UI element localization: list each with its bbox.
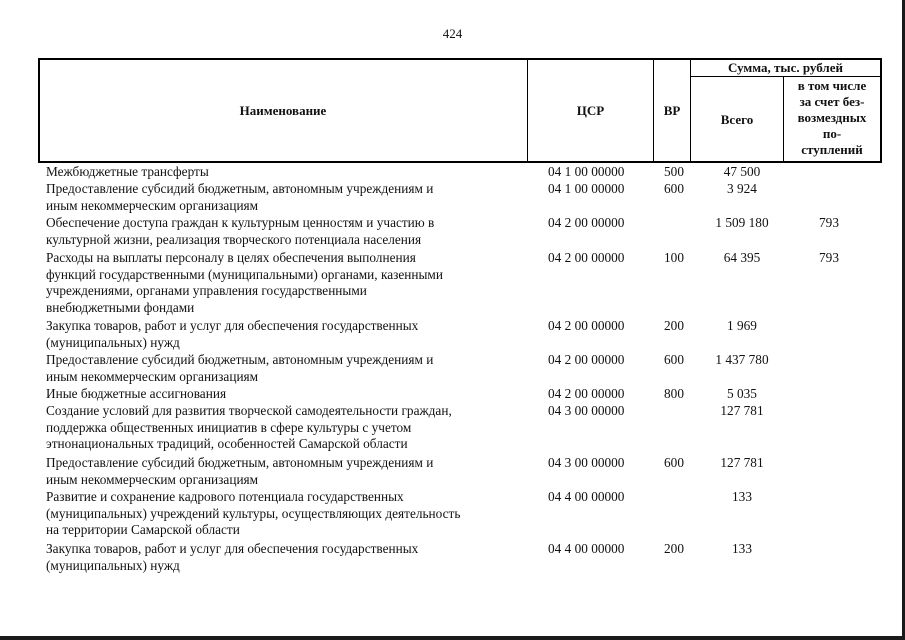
row-name-line: иным некоммерческим организациям <box>46 368 259 384</box>
row-name-line: Развитие и сохранение кадрового потенциала государственных <box>46 489 404 504</box>
row-total: 3 924 <box>727 181 757 196</box>
header-divider-sum-sub <box>690 76 881 77</box>
row-csr: 04 2 00 00000 <box>548 250 625 265</box>
row-name-line: (муниципальных) учреждений культуры, осуществляющих деятельность <box>46 505 461 521</box>
row-csr: 04 1 00 00000 <box>548 164 625 179</box>
row-vr: 600 <box>664 455 684 470</box>
row-name <box>46 489 526 539</box>
row-name-line: Иные бюджетные ассигнования <box>46 386 227 401</box>
row-name-line: Расходы на выплаты персоналу в целях обеспечения выполнения <box>46 250 416 265</box>
row-name-line: поддержка общественных инициатив в сфере культуры с учетом <box>46 419 412 435</box>
header-grant-line: возмездных <box>797 110 867 125</box>
header-border-bottom <box>38 161 881 163</box>
row-name-line: Предоставление субсидий бюджетным, автономным учреждениям и <box>46 455 434 470</box>
row-name-line: на территории Самарской области <box>46 522 240 537</box>
row-grant: 793 <box>819 250 839 265</box>
row-name-line: Обеспечение доступа граждан к культурным ценностям и участию в <box>46 215 435 230</box>
row-name-line: Закупка товаров, работ и услуг для обеспечения государственных <box>46 318 419 333</box>
row-total: 133 <box>732 489 752 504</box>
row-csr: 04 3 00 00000 <box>548 403 625 418</box>
row-total: 127 781 <box>720 455 764 470</box>
header-total: Всего <box>720 112 754 127</box>
row-name-line: Предоставление субсидий бюджетным, автономным учреждениям и <box>46 181 434 196</box>
row-name <box>46 181 526 214</box>
row-total: 127 781 <box>720 403 764 418</box>
row-total: 5 035 <box>727 386 757 401</box>
row-vr: 600 <box>664 352 684 367</box>
scan-edge-bottom <box>0 636 905 640</box>
row-vr: 800 <box>664 386 684 401</box>
row-name <box>46 541 526 574</box>
header-grant-line: по- <box>822 126 842 141</box>
row-total: 47 500 <box>723 164 761 179</box>
row-vr: 200 <box>664 541 684 556</box>
header-sum-group: Сумма, тыс. рублей <box>728 60 843 75</box>
header-vr: ВР <box>663 103 681 118</box>
header-border-right <box>880 58 882 163</box>
row-total: 1 969 <box>727 318 757 333</box>
page-number: 424 <box>442 26 463 41</box>
row-name-line: внебюджетными фондами <box>46 299 195 315</box>
row-csr: 04 2 00 00000 <box>548 386 625 401</box>
row-name <box>46 318 526 351</box>
row-csr: 04 2 00 00000 <box>548 318 625 333</box>
row-csr: 04 2 00 00000 <box>548 352 625 367</box>
header-grant-line: ступлений <box>801 142 863 157</box>
row-name-line: Межбюджетные трансферты <box>46 164 209 179</box>
row-csr: 04 3 00 00000 <box>548 455 625 470</box>
row-name-line: (муниципальных) нужд <box>46 557 180 573</box>
header-name: Наименование <box>239 103 327 118</box>
row-csr: 04 4 00 00000 <box>548 541 625 556</box>
row-name-line: Закупка товаров, работ и услуг для обеспечения государственных <box>46 541 419 556</box>
header-grant <box>784 78 880 158</box>
row-total: 1 437 780 <box>715 352 769 367</box>
row-name <box>46 455 526 488</box>
row-csr: 04 4 00 00000 <box>548 489 625 504</box>
row-name <box>46 352 526 385</box>
row-vr: 200 <box>664 318 684 333</box>
row-name <box>46 403 526 453</box>
row-name-line: Создание условий для развития творческой самодеятельности граждан, <box>46 403 452 418</box>
row-grant: 793 <box>819 215 839 230</box>
row-name-line: культурной жизни, реализация творческого потенциала населения <box>46 231 422 247</box>
row-vr: 500 <box>664 164 684 179</box>
header-grant-line: в том числе <box>797 78 867 93</box>
row-name <box>46 250 526 316</box>
row-name <box>46 215 526 248</box>
row-name-line: иным некоммерческим организациям <box>46 197 259 213</box>
row-name-line: функций государственными (муниципальными) органами, казенными <box>46 266 443 282</box>
header-csr: ЦСР <box>576 103 605 118</box>
row-name <box>46 386 526 403</box>
row-name-line: (муниципальных) нужд <box>46 334 180 350</box>
row-vr: 100 <box>664 250 684 265</box>
row-csr: 04 1 00 00000 <box>548 181 625 196</box>
row-name-line: Предоставление субсидий бюджетным, автономным учреждениям и <box>46 352 434 367</box>
row-name-line: учреждениями, органами управления государственными <box>46 283 367 298</box>
row-vr: 600 <box>664 181 684 196</box>
row-name-line: этнонациональных традиций, особенностей Самарской области <box>46 436 408 451</box>
row-name-line: иным некоммерческим организациям <box>46 471 259 487</box>
row-name <box>46 164 526 181</box>
row-total: 64 395 <box>723 250 761 265</box>
row-total: 1 509 180 <box>715 215 769 230</box>
header-grant-line: за счет без- <box>799 94 865 109</box>
row-csr: 04 2 00 00000 <box>548 215 625 230</box>
row-total: 133 <box>732 541 752 556</box>
